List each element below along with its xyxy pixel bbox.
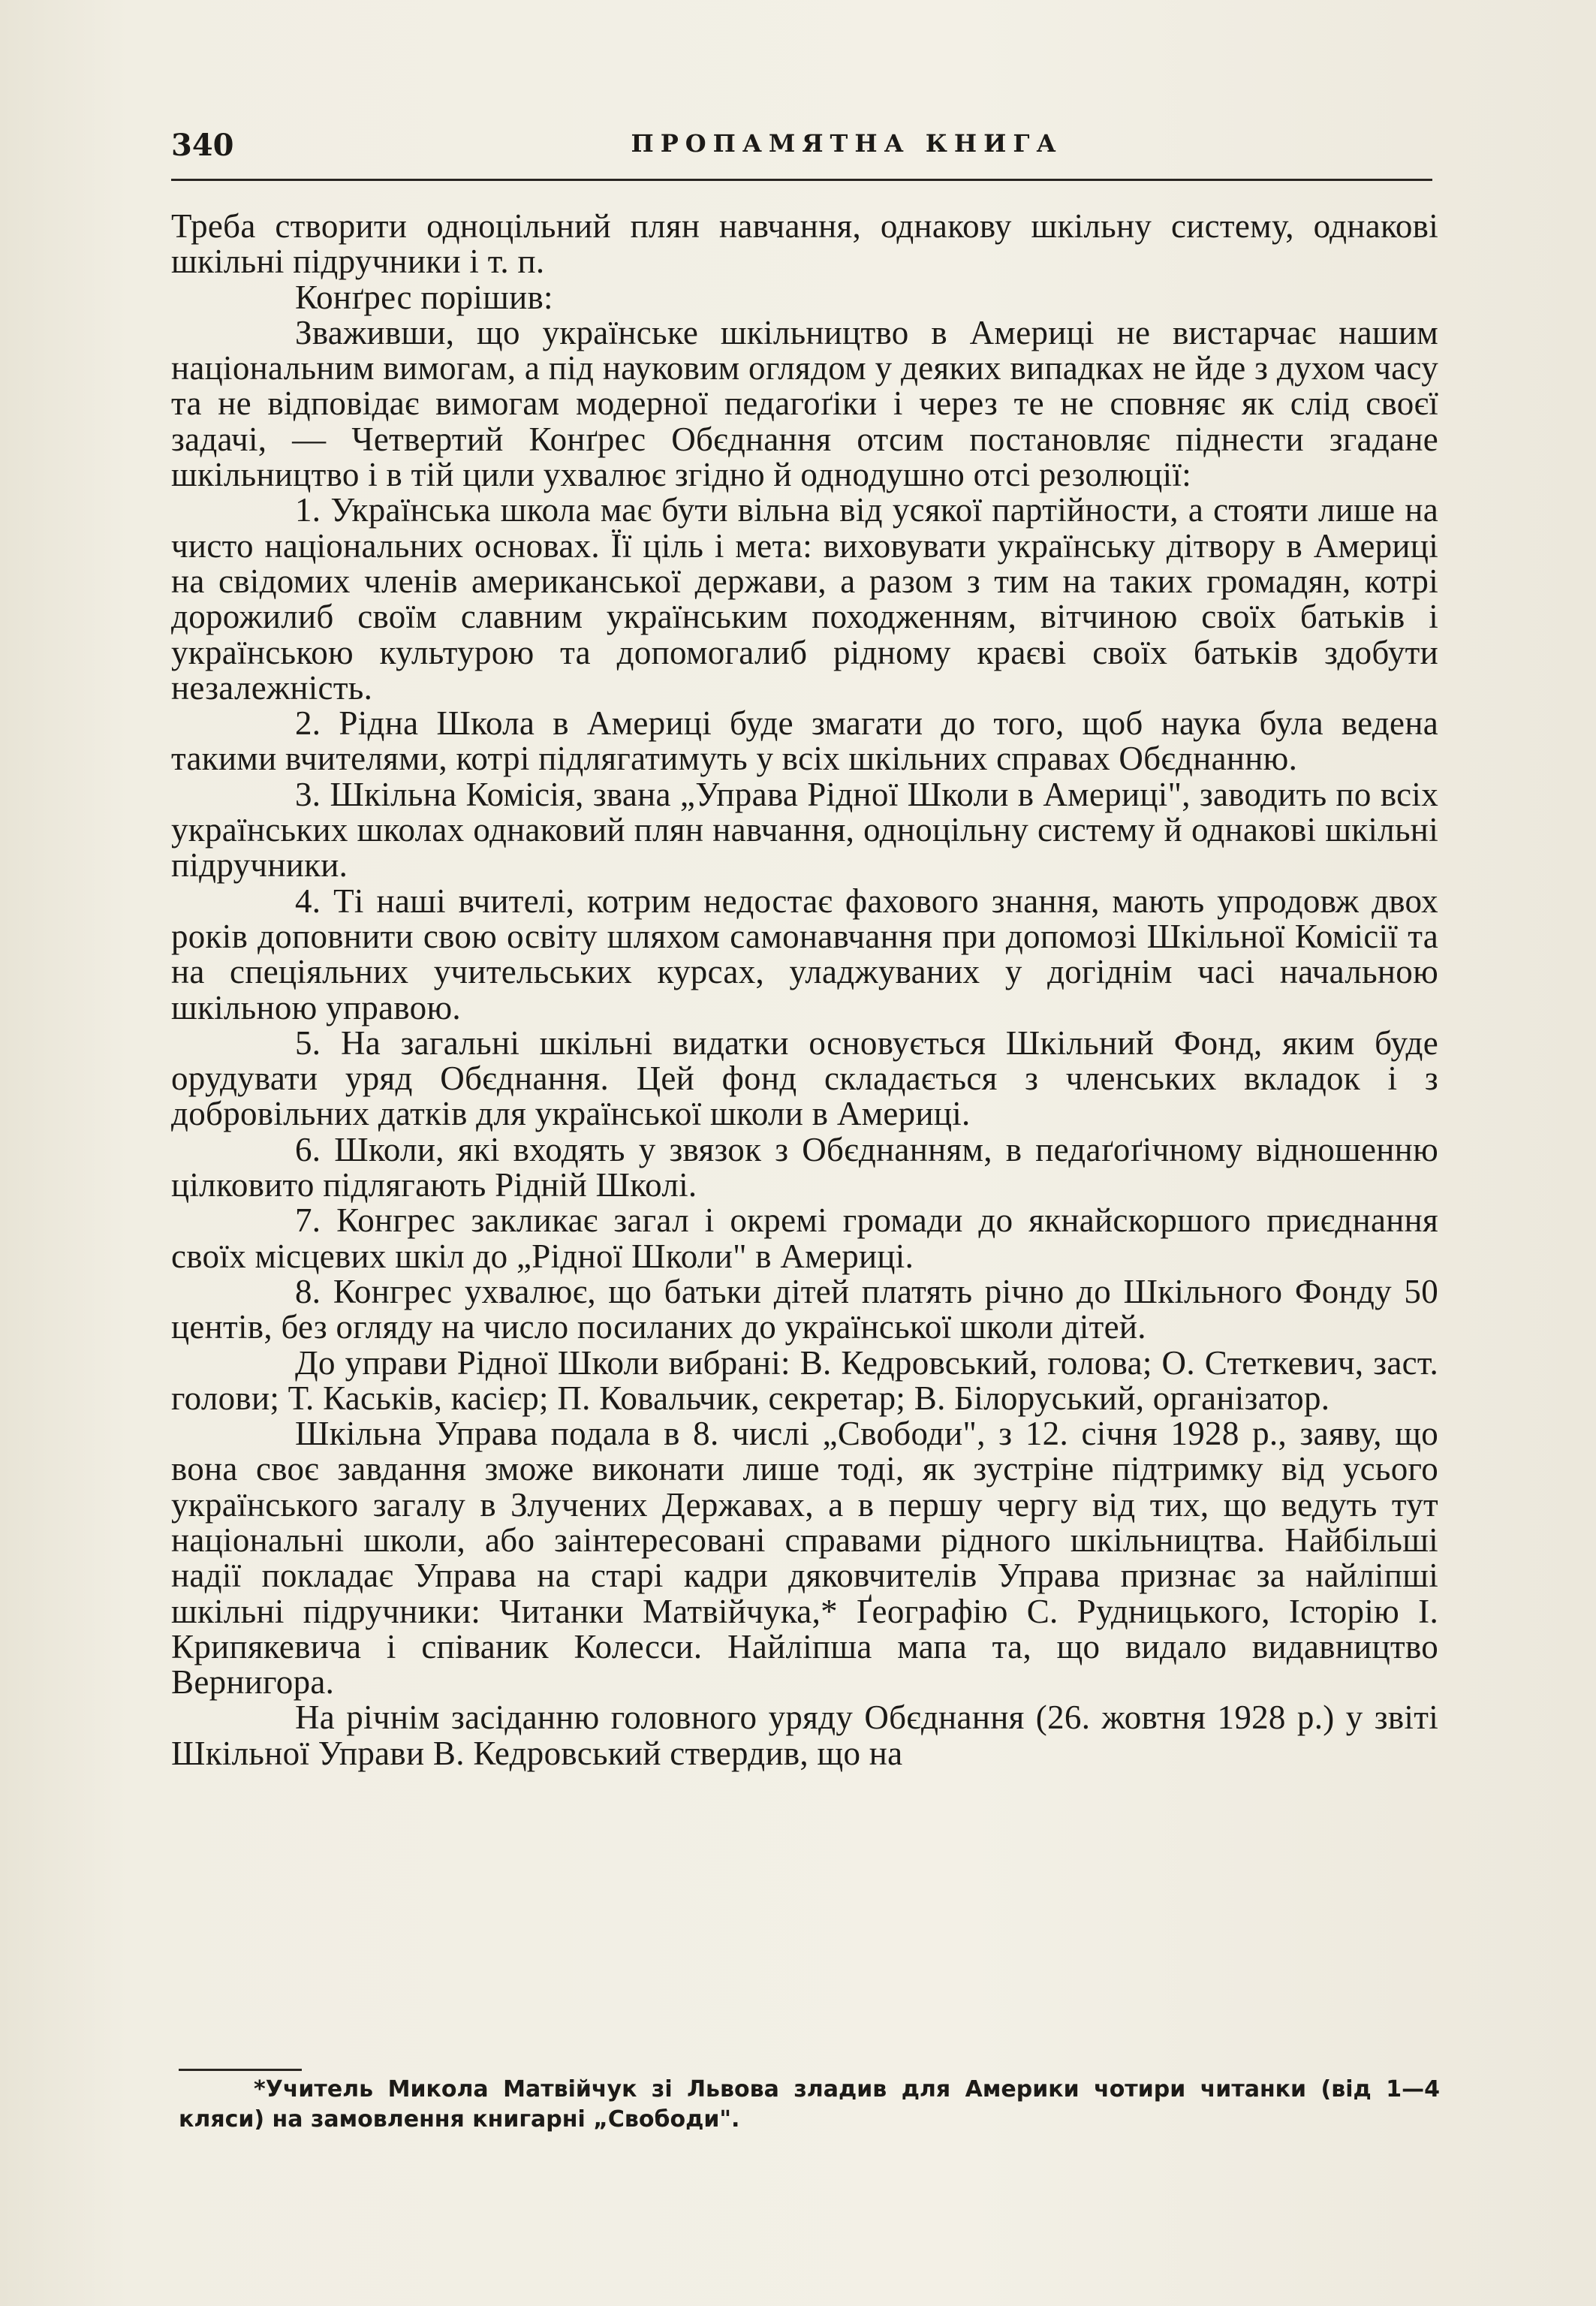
paragraph: На річнім засіданню головного уряду Обєднання (26. жовтня 1928 р.) у звіті Шкільної Управи В. Кедровський ствердив, що на [171,1699,1438,1772]
paragraph: До управи Рідної Школи вибрані: В. Кедровський, голова; О. Стеткевич, заст. голови; Т. Каськів, касієр; П. Ковальчик, секретар; В. Білоруський, організатор. [171,1343,1438,1417]
body-text [171,209,1438,1771]
resolution-item: 2. Рідна Школа в Америці буде змагати до того, щоб наука була ведена такими вчителями, котрі підлягатимуть у всіх шкільних справах Обєднанню. [171,704,1438,778]
footnote [179,2075,1440,2135]
page-number: 340 [171,128,234,163]
page-header [171,126,1432,181]
resolution-item: 6. Школи, які входять у звязок з Обєднанням, в педаґоґічному відношенню цілковито підлягають Рідній Школі. [171,1130,1438,1204]
resolution-item: 3. Шкільна Комісія, звана „Управа Рідної Школи в Америці", заводить по всіх українських школах однаковий плян навчання, одноцільну систему й однакові шкільні підручники. [171,775,1438,885]
footnote-divider [179,2069,302,2071]
resolution-item: 8. Конгрес ухвалює, що батьки дітей платять річно до Шкільного Фонду 50 центів, без огляду на число посиланих до української школи дітей. [171,1272,1438,1346]
paragraph: Конґрес порішив: [295,278,553,316]
paragraph: Зваживши, що українське шкільництво в Америці не вистарчає нашим національним вимогам, а під науковим оглядом у деяких випадках не йде з духом часу та не відповідає вимогам модерної педагоґіки і через те не сповняє як слід своєї задачі, — Четвертий Конґрес Обєднання отсим постановляє піднести згадане шкільництво і в тій цили ухвалює згідно й однодушно отсі резолюції: [171,313,1438,494]
paragraph: Шкільна Управа подала в 8. числі „Свободи", з 12. січня 1928 р., заяву, що вона своє завдання зможе виконати лише тоді, як зустріне підтримку від усього українського загалу в Злучених Державах, а в першу чергу від тих, що ведуть тут національні школи, або заінтересовані справами рідного шкільництва. Найбільші надії покладає Управа на старі кадри дяковчителів Управа признає за найліпші шкільні підручники: Читанки Матвійчука,* Ґеографію С. Рудницького, Історію І. Крипякевича і співаник Колесси. Найліпша мапа та, що видало видавництво Вернигора. [171,1415,1438,1702]
resolution-item: 5. На загальні шкільні видатки основується Шкільний Фонд, яким буде орудувати уряд Обєднання. Цей фонд складається з членських вкладок і з добровільних датків для української школи в Америці. [171,1023,1438,1133]
running-title: ПРОПАМЯТНА КНИГА [631,129,1063,158]
footnote-text: *Учитель Микола Матвійчук зі Львова зладив для Америки чотири читанки (від 1—4 кляси) на замовлення книгарні „Свободи". [179,2076,1440,2133]
paragraph: Треба створити одноцільний плян навчання, однакову шкільну систему, однакові шкільні підручники і т. п. [171,207,1438,281]
resolution-item: 7. Конгрес закликає загал і окремі громади до якнайскоршого приєднання своїх місцевих шкіл до „Рідної Школи" в Америці. [171,1201,1438,1275]
resolution-item: 1. Українська школа має бути вільна від усякої партійности, а стояти лише на чисто національних основах. Її ціль і мета: виховувати українську дітвору в Америці на свідомих членів американської держави, а разом з тим на таких громадян, котрі дорожилиб своїм славним українським походженням, вітчиною своїх батьків і українською культурою та допомогалиб рідному краєві своїх батьків здобути незалежність. [171,491,1438,707]
resolution-item: 4. Ті наші вчителі, котрим недостає фахового знання, мають упродовж двох років доповнити свою освіту шляхом самонавчання при допомозі Шкільної Комісії та на спеціяльних учительських курсах, уладжуваних у догіднім часі начальною шкільною управою. [171,882,1438,1026]
